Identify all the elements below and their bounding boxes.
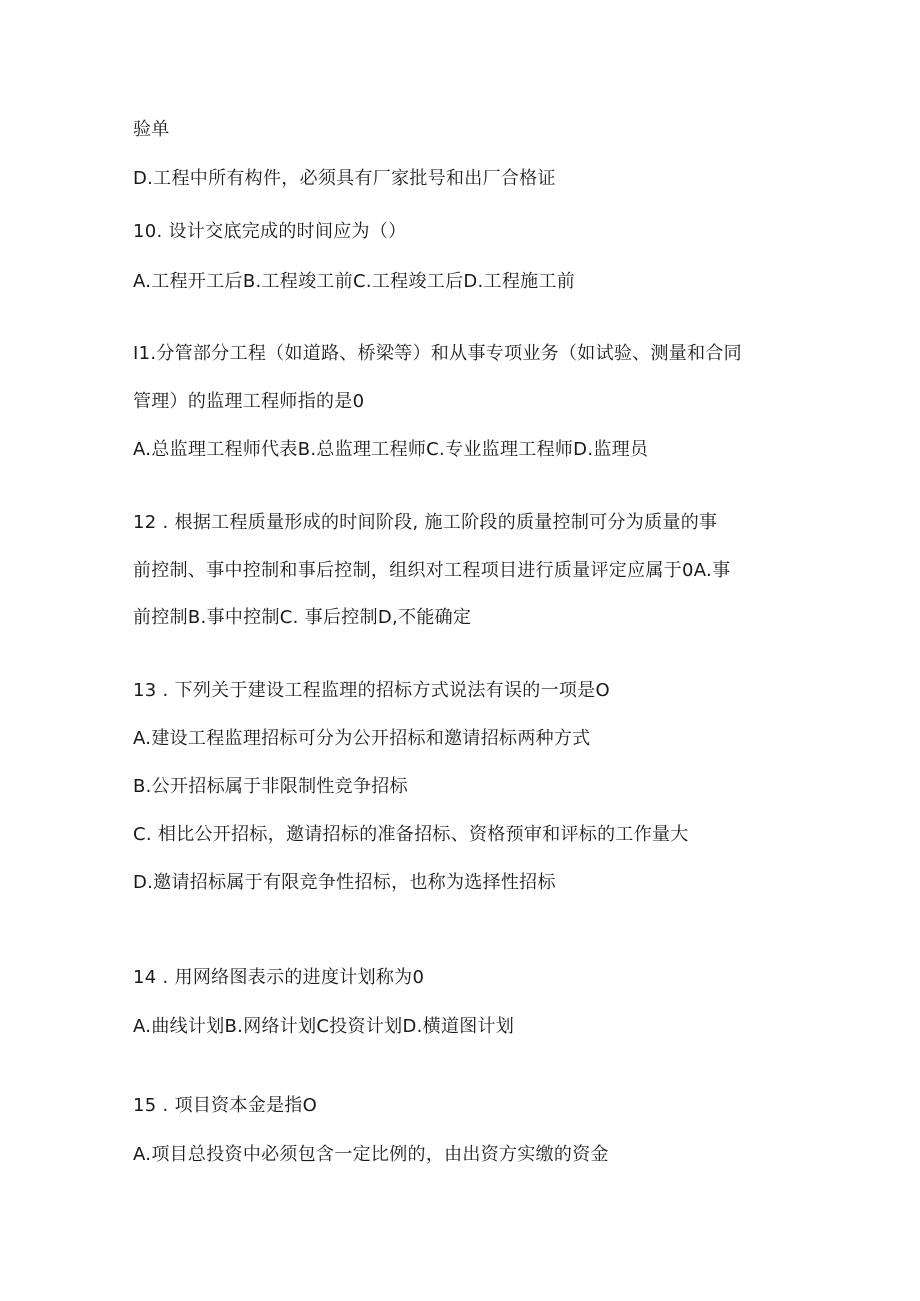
option-line: B.公开招标属于非限制性竞争招标 <box>133 776 408 797</box>
question-13: 13 . 下列关于建设工程监理的招标方式说法有误的一项是O <box>133 680 610 701</box>
options-line: A.总监理工程师代表B.总监理工程师C.专业监理工程师D.监理员 <box>133 439 649 460</box>
options-line: A.工程开工后B.工程竣工前C.工程竣工后D.工程施工前 <box>133 271 576 292</box>
question-14: 14 . 用网络图表示的进度计划称为0 <box>133 967 425 988</box>
question-11-cont: 管理）的监理工程师指的是0 <box>133 391 365 412</box>
option-line: D.工程中所有构件，必须具有厂家批号和出厂合格证 <box>133 168 556 189</box>
option-line: D.邀请招标属于有限竞争性招标，也称为选择性招标 <box>133 872 556 893</box>
question-12-cont: 前控制B.事中控制C. 事后控制D,不能确定 <box>133 607 472 628</box>
option-line: A.建设工程监理招标可分为公开招标和邀请招标两种方式 <box>133 728 591 749</box>
question-15: 15 . 项目资本金是指O <box>133 1095 318 1116</box>
options-line: A.曲线计划B.网络计划C投资计划D.横道图计划 <box>133 1016 515 1037</box>
question-12-cont: 前控制、事中控制和事后控制，组织对工程项目进行质量评定应属于0A.事 <box>133 560 731 581</box>
question-11: I1.分管部分工程（如道路、桥梁等）和从事专项业务（如试验、测量和合同 <box>133 343 742 364</box>
option-line: A.项目总投资中必须包含一定比例的，由出资方实缴的资金 <box>133 1144 609 1165</box>
text-line-continuation: 验单 <box>133 119 170 140</box>
option-line: C. 相比公开招标，邀请招标的准备招标、资格预审和评标的工作量大 <box>133 824 689 845</box>
question-10: 10. 设计交底完成的时间应为（） <box>133 221 407 242</box>
question-12: 12 . 根据工程质量形成的时间阶段, 施工阶段的质量控制可分为质量的事 <box>133 512 718 533</box>
